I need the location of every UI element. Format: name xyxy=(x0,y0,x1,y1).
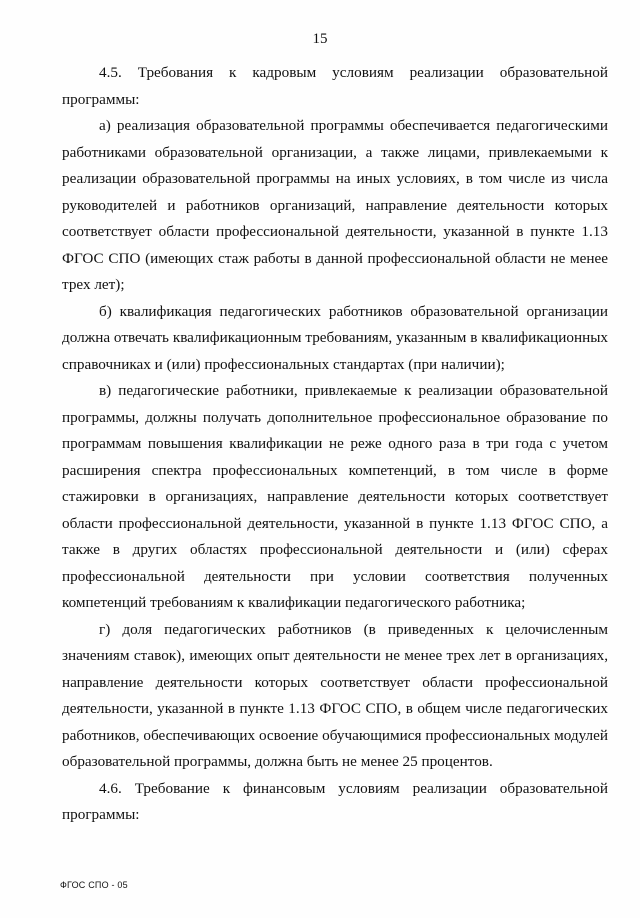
paragraph-v: в) педагогические работники, привлекаемые к реализации образовательной программы, должны получать дополнительное профессиональное образование по программам повышения квалификации не реже одного раза в три года с учетом расширения спектра профессиональных компетенций, в том числе в форме стажировки в организациях, направление деятельности которых соответствует области профессиональной деятельности, указанной в пункте 1.13 ФГОС СПО, а также в других областях профессиональной деятельности и (или) сферах профессиональной деятельности при условии соответствия полученных компетенций требованиям к квалификации педагогического работника; xyxy=(62,382,608,611)
section-heading-4-6: 4.6. Требование к финансовым условиям реализации образовательной программы: xyxy=(62,779,608,823)
paragraph-b: б) квалификация педагогических работников образовательной организации должна отвечать квалификационным требованиям, указанным в квалификационных справочниках и (или) профессиональных стандартах (при наличии); xyxy=(62,302,608,373)
page-footer: ФГОС СПО - 05 xyxy=(60,880,128,890)
document-body xyxy=(62,60,608,829)
paragraph-a: а) реализация образовательной программы обеспечивается педагогическими работниками образовательной организации, а также лицами, привлекаемыми к реализации образовательной программы на иных условиях, в том числе из числа руководителей и работников организаций, направление деятельности которых соответствует области профессиональной деятельности, указанной в пункте 1.13 ФГОС СПО (имеющих стаж работы в данной профессиональной области не менее трех лет); xyxy=(62,117,608,293)
page-number: 15 xyxy=(312,31,328,47)
section-heading-4-5: 4.5. Требования к кадровым условиям реализации образовательной программы: xyxy=(62,64,608,108)
paragraph-g: г) доля педагогических работников (в приведенных к целочисленным значениям ставок), имеющих опыт деятельности не менее трех лет в организациях, направление деятельности которых соответствует области профессиональной деятельности, указанной в пункте 1.13 ФГОС СПО, в общем числе педагогических работников, обеспечивающих освоение обучающимися профессиональных модулей образовательной программы, должна быть не менее 25 процентов. xyxy=(62,620,608,770)
